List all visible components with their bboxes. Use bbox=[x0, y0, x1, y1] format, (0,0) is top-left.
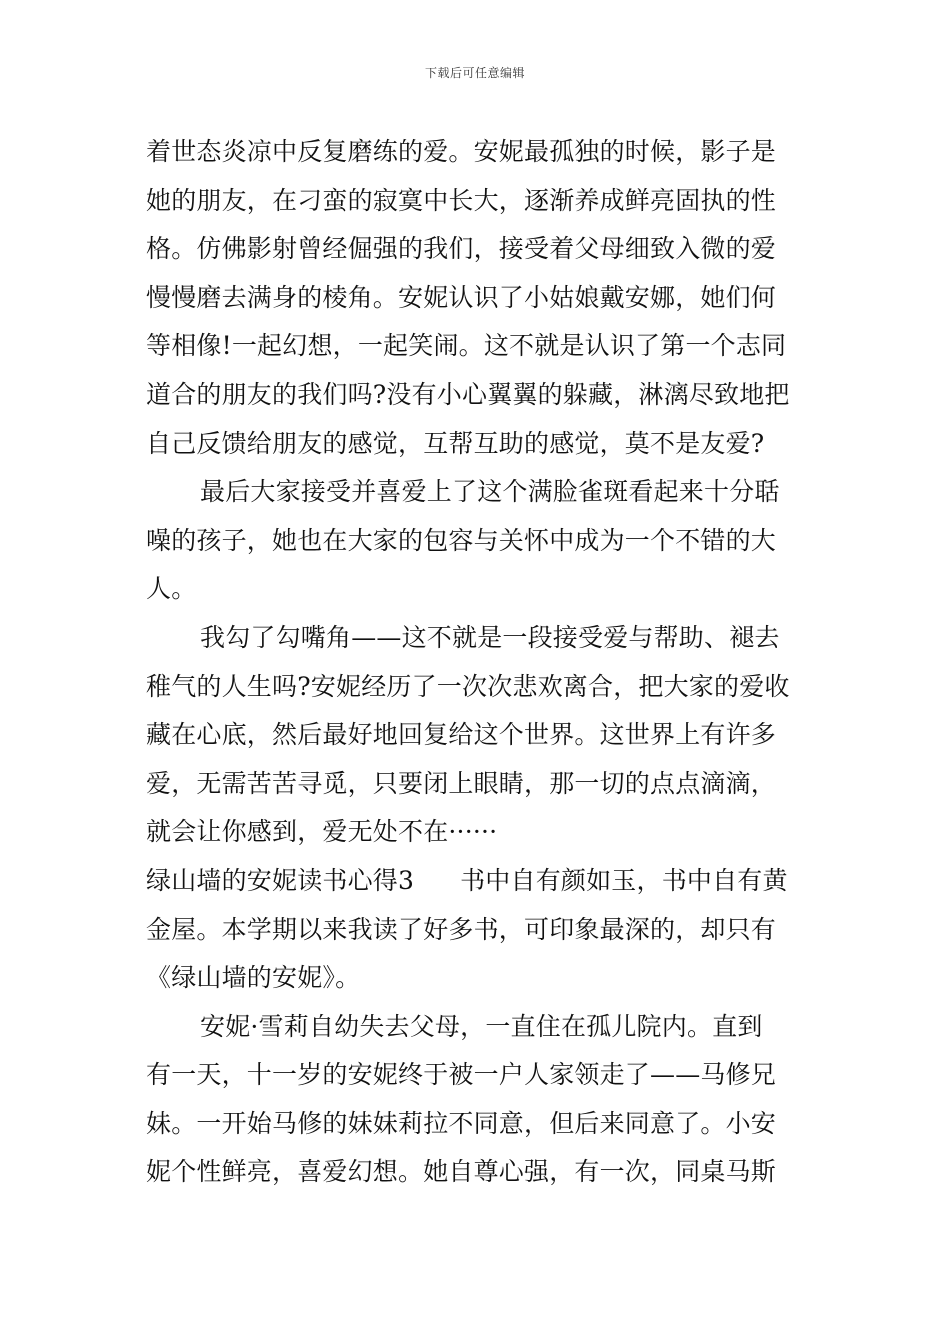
text-line: 格。仿佛影射曾经倔强的我们，接受着父母细致入微的爱 bbox=[146, 234, 777, 264]
document-body bbox=[146, 128, 810, 1197]
paragraph-start-line: 最后大家接受并喜爱上了这个满脸雀斑看起来十分聒 bbox=[200, 477, 780, 507]
text-line: 道合的朋友的我们吗?没有小心翼翼的躲藏，淋漓尽致地把 bbox=[146, 379, 790, 409]
text-line: 妮个性鲜亮，喜爱幻想。她自尊心强，有一次，同桌马斯 bbox=[146, 1157, 777, 1187]
section-first-text: 书中自有颜如玉，书中自有黄 bbox=[460, 865, 788, 895]
text-line: 藏在心底，然后最好地回复给这个世界。这世界上有许多 bbox=[146, 720, 777, 750]
text-line: 稚气的人生吗?安妮经历了一次次悲欢离合，把大家的爱收 bbox=[146, 671, 790, 701]
text-line: 自己反馈给朋友的感觉，互帮互助的感觉，莫不是友爱? bbox=[146, 428, 765, 458]
text-line: 有一天，十一岁的安妮终于被一户人家领走了——马修兄 bbox=[146, 1060, 777, 1090]
paragraph-start-line: 我勾了勾嘴角——这不就是一段接受爱与帮助、褪去 bbox=[200, 622, 780, 652]
text-line: 噪的孩子，她也在大家的包容与关怀中成为一个不错的大 bbox=[146, 525, 777, 555]
text-line: 金屋。本学期以来我读了好多书，可印象最深的，却只有 bbox=[146, 914, 777, 944]
text-line: 等相像!一起幻想，一起笑闹。这不就是认识了第一个志同 bbox=[146, 331, 787, 361]
text-line: 就会让你感到，爱无处不在······ bbox=[146, 817, 498, 847]
paragraph-start-line: 安妮·雪莉自幼失去父母，一直住在孤儿院内。直到 bbox=[200, 1011, 763, 1041]
section-heading-line bbox=[146, 857, 810, 906]
text-line: 她的朋友，在刁蛮的寂寞中长大，逐渐养成鲜亮固执的性 bbox=[146, 185, 777, 215]
text-line: 人。 bbox=[146, 574, 197, 604]
text-line: 《绿山墙的安妮》。 bbox=[146, 963, 361, 993]
page-header: 下载后可任意编辑 bbox=[424, 66, 525, 80]
text-line: 爱，无需苦苦寻觅，只要闭上眼睛，那一切的点点滴滴， bbox=[146, 768, 777, 798]
section-title: 绿山墙的安妮读书心得3 bbox=[146, 865, 415, 895]
text-line: 慢慢磨去满身的棱角。安妮认识了小姑娘戴安娜，她们何 bbox=[146, 282, 777, 312]
text-line: 妹。一开始马修的妹妹莉拉不同意，但后来同意了。小安 bbox=[146, 1108, 777, 1138]
text-line: 着世态炎凉中反复磨练的爱。安妮最孤独的时候，影子是 bbox=[146, 137, 777, 166]
